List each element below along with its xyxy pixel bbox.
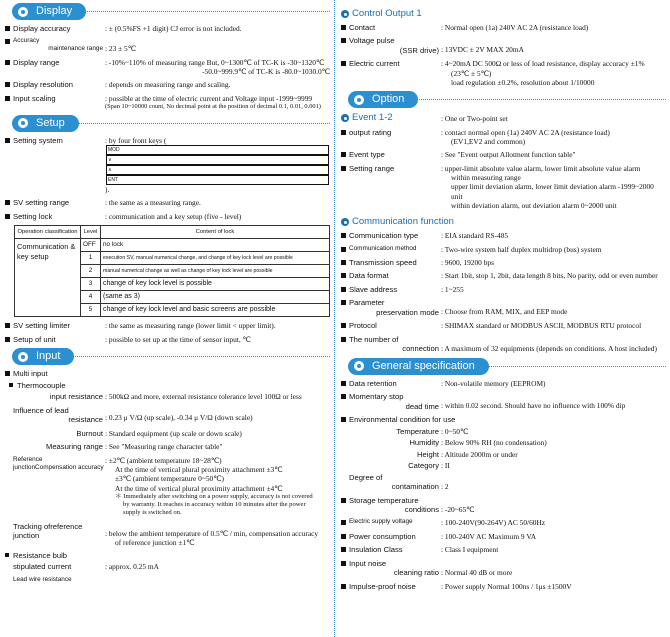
- value-line: of reference junction ±1℃: [115, 537, 195, 547]
- spec-label: [4, 456, 105, 518]
- spec-row: [340, 321, 666, 330]
- spec-label: [340, 36, 441, 55]
- value-line: : -10%~110% of measuring range But, 0~1300℃ of TC-K is -30~1320℃: [105, 57, 325, 67]
- spec-row: [340, 112, 666, 124]
- spec-label: Burnout: [76, 428, 103, 438]
- label-line: resistance: [68, 415, 103, 425]
- spec-row: [4, 80, 330, 89]
- spec-value: : 9600, 19200 bps: [441, 257, 494, 267]
- spec-row: [340, 392, 666, 411]
- spec-label: SV setting range: [4, 198, 105, 207]
- spec-row: [4, 456, 330, 518]
- left-column: [4, 0, 330, 588]
- value-line: load regulation ±0.2%, resolution about 1/10000: [451, 77, 595, 87]
- spec-value: : 0.23 μ V/Ω (up scale), -0.34 μ V/Ω (down scale): [105, 412, 253, 422]
- spec-row: [4, 321, 330, 330]
- spec-value: [441, 128, 666, 147]
- heading-text: Control Output 1: [352, 8, 422, 19]
- event-heading: [340, 112, 441, 124]
- value-line: supply is switched on.: [123, 509, 182, 517]
- spec-label: Communication method: [340, 245, 441, 254]
- spec-row: [340, 545, 666, 554]
- table-header: Content of lock: [101, 226, 330, 239]
- spec-label: Slave address: [340, 285, 441, 294]
- spec-value: : 13VDC ± 2V MAX 20mA: [441, 45, 524, 55]
- spec-value: : 100-240V AC Maximum 9 VA: [441, 531, 537, 541]
- section-pill: [12, 115, 79, 132]
- section-title: Option: [372, 93, 405, 106]
- resistance-bulb-heading: Resistance bulb: [4, 551, 330, 560]
- bullet-icon: [341, 114, 349, 122]
- spec-label: stipulated current: [13, 562, 72, 572]
- general-section-header: [340, 358, 666, 375]
- value-line: : contact normal open (1a) 240V AC 2A (resistance load): [441, 127, 610, 137]
- label-line: Compensation accuracy: [35, 463, 104, 471]
- lock-level-table: [14, 225, 330, 317]
- table-header-row: [15, 226, 330, 239]
- spec-label: Setting range: [340, 164, 441, 210]
- spec-label: Setup of unit: [4, 335, 105, 344]
- spec-row: [340, 271, 666, 280]
- spec-label: [340, 559, 441, 578]
- table-cell: manual numerical change as well as change of key lock level are possible: [101, 265, 330, 278]
- spec-row: [340, 450, 666, 459]
- spec-label: input resistance: [49, 392, 103, 402]
- spec-label: Multi input: [4, 369, 105, 378]
- spec-row: [4, 335, 330, 344]
- spec-row: [340, 379, 666, 388]
- spec-label: Communication type: [340, 231, 441, 240]
- spec-value: : -20~65℃: [441, 504, 475, 514]
- spec-value: [105, 94, 330, 111]
- section-pill: [348, 91, 418, 108]
- bullet-icon: [354, 361, 364, 371]
- section-pill: [12, 3, 86, 20]
- table-cell: Communication & key setup: [15, 239, 81, 317]
- spec-row: [340, 438, 666, 447]
- spec-value: : See "Measuring range character table": [105, 442, 223, 452]
- up-key-icon: ∧: [106, 165, 329, 175]
- spec-label: [340, 496, 441, 515]
- table-cell: OFF: [81, 239, 101, 252]
- label-line: maintenance range: [48, 45, 103, 53]
- spec-value: [105, 456, 330, 518]
- spec-row: [340, 582, 666, 591]
- enter-key-icon: ENT: [106, 175, 329, 185]
- spec-row: [4, 369, 330, 378]
- spec-row: [340, 532, 666, 541]
- spec-label: Setting system: [4, 136, 105, 195]
- label-line: reference junction: [13, 521, 83, 540]
- label-line: Degree of: [349, 472, 383, 482]
- spec-row: [4, 522, 330, 548]
- spec-label: [4, 37, 105, 53]
- spec-label: [4, 522, 105, 548]
- label-line: cleaning ratio: [393, 568, 439, 578]
- spec-value: : possible to set up at the time of sensor input, ℃: [105, 334, 251, 344]
- value-text: : by four front keys (: [105, 135, 167, 145]
- spec-value: [441, 164, 666, 210]
- spec-label: [340, 473, 441, 492]
- spec-value: : EIA standard RS-485: [441, 231, 509, 241]
- spec-row: [4, 24, 330, 33]
- bullet-icon: [341, 10, 349, 18]
- spec-label: [340, 335, 441, 354]
- spec-value: : communication and a key setup (five - level): [105, 211, 242, 221]
- value-line: upper limit deviation alarm, lower limit deviation alarm -1999~2000 unit: [451, 182, 654, 201]
- spec-row: [340, 335, 666, 354]
- spec-value: : 500kΩ and more, external resistance tolerance level 100Ω or less: [105, 392, 302, 402]
- spec-value: : Normal open (1a) 240V AC 2A (resistance load): [441, 22, 589, 32]
- spec-value: : SHIMAX standard or MODBUS ASCII, MODBUS RTU protocol: [441, 321, 642, 331]
- spec-label: Display range: [4, 58, 105, 77]
- spec-label: Insulation Class: [340, 545, 441, 554]
- spec-value: [105, 58, 330, 77]
- value-line: (EV1,EV2 and common): [451, 137, 526, 147]
- table-cell: execution SV, manual numerical change, and change of key lock level are possible: [101, 252, 330, 265]
- spec-label: Contact: [340, 23, 441, 32]
- label-line: contamination: [391, 482, 439, 492]
- spec-label: Category: [408, 461, 439, 471]
- spec-value: : ± (0.5%FS +1 digit) CJ error is not included.: [105, 24, 242, 33]
- spec-row: [340, 258, 666, 267]
- table-cell: no lock: [101, 239, 330, 252]
- spec-value: : II: [441, 461, 450, 471]
- spec-value: : Altitude 2000m or under: [441, 449, 518, 459]
- table-cell: 3: [81, 278, 101, 291]
- value-line: : possible at the time of electric current and Voltage input -1999~9999: [105, 93, 313, 103]
- input-section-header: [4, 348, 330, 365]
- spec-label: Display accuracy: [4, 24, 105, 33]
- spec-value: : 2: [441, 481, 449, 491]
- spec-label: Electric current: [340, 59, 441, 87]
- spec-value: : 23 ± 5℃: [105, 44, 137, 54]
- spec-value: : A maximum of 32 equipments (depends on conditions. A host included): [441, 343, 657, 353]
- table-cell: 2: [81, 265, 101, 278]
- right-column: [340, 0, 666, 595]
- spec-value: [105, 522, 330, 548]
- value-line: within deviation alarm, out deviation alarm 0~2000 unit: [451, 200, 617, 210]
- value-line: (23℃ ± 5℃): [451, 68, 492, 78]
- section-title: General specification: [372, 359, 475, 372]
- spec-label: [340, 298, 441, 317]
- spec-row: [4, 442, 330, 451]
- bullet-icon: [18, 352, 28, 362]
- spec-row: [340, 415, 666, 424]
- spec-label: Power consumption: [340, 532, 441, 541]
- value-line: ＊ Immediately after switching on a power supply, accuracy is not covered: [115, 492, 313, 500]
- value-line: by warranty. It reaches in accuracy within 10 minutes after the power: [123, 501, 306, 509]
- spec-label: output rating: [340, 128, 441, 147]
- heading-text: Communication function: [352, 216, 454, 228]
- table-cell: (same as 3): [101, 291, 330, 304]
- spec-label: Humidity: [409, 438, 439, 448]
- label-line: Voltage pulse: [349, 36, 395, 46]
- label-line: dead time: [405, 401, 439, 411]
- spec-value: : Power supply Normal 100ns / 1μs ±1500V: [441, 581, 572, 591]
- spec-label: Electric supply voltage: [340, 518, 441, 527]
- label-line: The number of: [349, 334, 399, 344]
- spec-row: [340, 298, 666, 317]
- spec-label: Transmission speed: [340, 258, 441, 267]
- spec-row: [4, 198, 330, 207]
- spec-row: [340, 36, 666, 55]
- spec-label: Lead wire resistance: [13, 575, 72, 583]
- spec-label: Display resolution: [4, 80, 105, 89]
- spec-row: [4, 212, 330, 221]
- spec-row: [340, 245, 666, 254]
- spec-label: SV setting limiter: [4, 321, 105, 330]
- spec-value: [105, 136, 330, 195]
- spec-value: : Class I equipment: [441, 545, 499, 555]
- spec-value: : See "Event output Allotment function table": [441, 150, 576, 160]
- spec-value: : Standard equipment (up scale or down scale): [105, 428, 242, 438]
- spec-label: Protocol: [340, 321, 441, 330]
- spec-row: [340, 559, 666, 578]
- spec-label: Data retention: [340, 379, 441, 388]
- value-line: -50.0~999.9℃ of TC-K is -80.0~1030.0℃: [202, 66, 330, 76]
- spec-row: [340, 150, 666, 159]
- bullet-icon: [18, 118, 28, 128]
- table-cell: 5: [81, 304, 101, 317]
- down-key-icon: ∨: [106, 155, 329, 165]
- spec-value: : Choose from RAM, MIX, and EEP mode: [441, 307, 568, 317]
- spec-row: [340, 128, 666, 147]
- table-cell: 4: [81, 291, 101, 304]
- spec-value: : depends on measuring range and scaling.: [105, 80, 231, 90]
- spec-label: Setting lock: [4, 212, 105, 221]
- spec-value: : Start 1bit, stop 1, 2bit, data length 8 bits, No parity, odd or even number: [441, 271, 658, 281]
- value-line: ±3℃ (ambient temperature 0~50℃): [115, 474, 224, 484]
- setup-section-header: [4, 115, 330, 132]
- value-line: At the time of vertical plural proximity attachment ±3℃: [115, 465, 283, 475]
- value-line: (Span 10~10000 count, No decimal point at the position of decimal 0.1, 0.01, 0.001): [105, 102, 321, 110]
- section-pill: [348, 358, 489, 375]
- spec-label: Input scaling: [4, 94, 105, 111]
- spec-row: [340, 59, 666, 87]
- spec-value: : Normal 40 dB or more: [441, 567, 513, 577]
- spec-label: Temperature: [396, 426, 439, 436]
- spec-value: : Below 90% RH (no condensation): [441, 438, 547, 448]
- heading-text: Event 1-2: [352, 112, 393, 124]
- label-line: Reference junction: [13, 455, 43, 471]
- spec-row: [340, 23, 666, 32]
- spec-row: [340, 461, 666, 470]
- table-cell: change of key lock level and basic screens are possible: [101, 304, 330, 317]
- section-pill: [12, 348, 74, 365]
- spec-label: Height: [417, 449, 439, 459]
- spec-value: : 100-240V(90-264V) AC 50/60Hz: [441, 518, 546, 528]
- value-line: within measuring range: [451, 173, 521, 183]
- spec-value: : One or Two-point set: [441, 114, 508, 124]
- spec-row: [340, 473, 666, 492]
- spec-label: [340, 392, 441, 411]
- spec-row: [340, 427, 666, 436]
- value-text: ).: [105, 185, 110, 195]
- label-line: Storage temperature: [349, 495, 419, 505]
- table-row: [15, 239, 330, 252]
- spec-value: : 1~255: [441, 284, 464, 294]
- thermocouple-heading: Thermocouple: [8, 381, 330, 390]
- label-line: Tracking of: [13, 521, 51, 531]
- spec-label: Event type: [340, 150, 441, 159]
- label-line: Parameter: [349, 298, 385, 308]
- spec-row: [4, 406, 330, 425]
- value-line: : below the ambient temperature of 0.5℃ / min, compensation accuracy: [105, 528, 319, 538]
- spec-row: [340, 231, 666, 240]
- spec-row: [4, 58, 330, 77]
- label-line: (SSR drive): [399, 45, 439, 55]
- value-line: : upper-limit absolute value alarm, lower limit absolute value alarm: [441, 163, 641, 173]
- spec-row: [340, 496, 666, 515]
- bullet-icon: [354, 95, 364, 105]
- option-section-header: [340, 91, 666, 108]
- value-line: At the time of vertical plural proximity attachment ±4℃: [115, 483, 283, 493]
- label-line: Momentary stop: [349, 392, 404, 402]
- spec-row: [4, 136, 330, 195]
- label-line: Influence of lead: [13, 405, 69, 415]
- value-line: : 4~20mA DC 500Ω or less of load resistance, display accuracy ±1%: [441, 59, 645, 69]
- spec-row: [4, 392, 330, 401]
- label-line: Accuracy: [13, 37, 40, 45]
- spec-value: [441, 59, 666, 87]
- spec-row: [4, 429, 330, 438]
- bullet-icon: [18, 7, 28, 17]
- table-header: Level: [81, 226, 101, 239]
- spec-value: : the same as measuring range (lower limit < upper limit).: [105, 321, 276, 331]
- table-cell: 1: [81, 252, 101, 265]
- display-section-header: [4, 3, 330, 20]
- control-output-heading: [340, 8, 666, 20]
- label-line: preservation mode: [376, 307, 439, 317]
- label-line: Input noise: [349, 558, 387, 568]
- spec-value: : 0~50℃: [441, 426, 469, 436]
- spec-value: : within 0.02 second. Should have no influence with 100% dip: [441, 401, 626, 411]
- table-cell: change of key lock level is possible: [101, 278, 330, 291]
- section-title: Display: [36, 5, 73, 17]
- section-title: Input: [36, 350, 61, 363]
- spec-label: Measuring range: [46, 442, 103, 452]
- label-line: conditions: [404, 505, 439, 514]
- spec-value: : Two-wire system half duplex multidrop (bus) system: [441, 244, 602, 254]
- spec-row: [4, 576, 330, 584]
- spec-value: : Non-volatile memory (EEPROM): [441, 378, 546, 388]
- section-title: Setup: [36, 116, 65, 129]
- spec-row: [340, 164, 666, 210]
- table-header: Operation classification: [15, 226, 81, 239]
- spec-row: [4, 562, 330, 571]
- communication-heading: [340, 216, 666, 228]
- label-line: connection: [402, 344, 439, 354]
- value-line: : ±2℃ (ambient temperature 18~28℃): [105, 455, 222, 465]
- spec-label: [4, 406, 105, 425]
- column-divider: [334, 0, 335, 637]
- spec-label: Impulse-proof noise: [340, 582, 441, 591]
- spec-label: Environmental condition for use: [340, 415, 540, 424]
- mode-key-icon: MOD: [106, 145, 329, 155]
- spec-row: [4, 37, 330, 53]
- spec-value: : the same as a measuring range.: [105, 198, 201, 208]
- spec-value: : approx. 0.25 mA: [105, 562, 159, 572]
- spec-label: Data format: [340, 271, 441, 280]
- spec-row: [340, 285, 666, 294]
- bullet-icon: [341, 218, 349, 226]
- spec-row: [4, 94, 330, 111]
- spec-row: [340, 518, 666, 527]
